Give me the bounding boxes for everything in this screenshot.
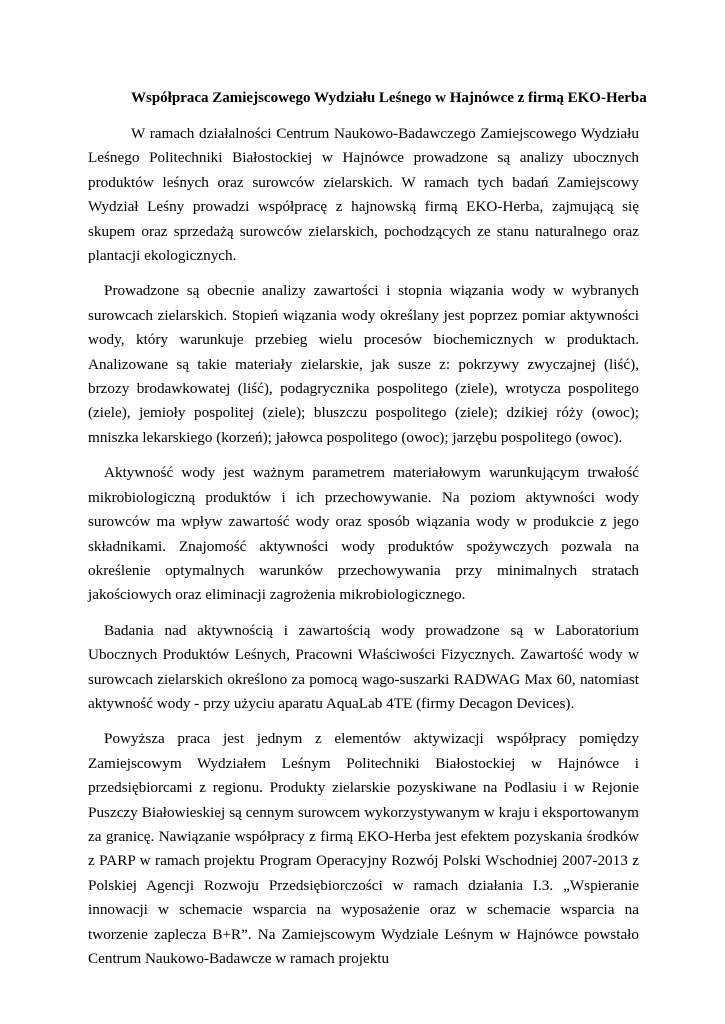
document-title: Współpraca Zamiejscowego Wydziału Leśnego w Hajnówce z firmą EKO-Herba [131,90,647,106]
paragraph-analyses: Prowadzone są obecnie analizy zawartości i stopnia wiązania wody w wybranych surowcach zielarskich. Stopień wiązania wody określany jest poprzez pomiar aktywności wody, który warunkuje przebieg wielu procesów biochemicznych w produktach. Analizowane są takie materiały zielarskie, jak susze z: pokrzywy zwyczajnej (liść), brzozy brodawkowatej (liść), podagrycznika pospolitego (ziele), wrotycza pospolitego (ziele), jemioły pospolitej (ziele); bluszczu pospolitego (ziele); dzikiej róży (owoc); mniszka lekarskiego (korzeń); jałowca pospolitego (owoc); jarzębu pospolitego (owoc). [88,282,639,446]
document-page [88,88,647,982]
paragraph-laboratory: Badania nad aktywnością i zawartością wody prowadzone są w Laboratorium Ubocznych Produktów Leśnych, Pracowni Właściwości Fizycznych. Zawartość wody w surowcach zielarskich określono za pomocą wago-suszarki RADWAG Max 60, natomiast aktywność wody - przy użyciu aparatu AquaLab 4TE (firmy Decagon Devices). [88,621,639,712]
paragraph-water-activity: Aktywność wody jest ważnym parametrem materiałowym warunkującym trwałość mikrobiologiczną produktów i ich przechowywanie. Na poziom aktywności wody surowców ma wpływ zawartość wody oraz sposób wiązania wody w produkcie z jego składnikami. Znajomość aktywności wody produktów spożywczych pozwala na określenie optymalnych warunków przechowywania przy minimalnych stratach jakościowych oraz eliminacji zagrożenia mikrobiologicznego. [88,464,639,604]
paragraph-intro: W ramach działalności Centrum Naukowo-Badawczego Zamiejscowego Wydziału Leśnego Politechniki Białostockiej w Hajnówce prowadzone są analizy ubocznych produktów leśnych oraz surowców zielarskich. W ramach tych badań Zamiejscowy Wydział Leśny prowadzi współpracę z hajnowską firmą EKO-Herba, zajmującą się skupem oraz sprzedażą surowców zielarskich, pochodzących ze stanu naturalnego oraz plantacji ekologicznych. [88,125,639,265]
paragraph-cooperation: Powyższa praca jest jednym z elementów aktywizacji współpracy pomiędzy Zamiejscowym Wydziałem Leśnym Politechniki Białostockiej w Hajnówce i przedsiębiorcami z regionu. Produkty zielarskie pozyskiwane na Podlasiu i w Rejonie Puszczy Białowieskiej są cennym surowcem wykorzystywanym w kraju i eksportowanym za granicę. Nawiązanie współpracy z firmą EKO-Herba jest efektem pozyskania środków z PARP w ramach projektu Program Operacyjny Rozwój Polski Wschodniej 2007-2013 z Polskiej Agencji Rozwoju Przedsiębiorczości w ramach działania I.3. „Wspieranie innowacji w schemacie wsparcia na wyposażenie oraz w schemacie wsparcia na tworzenie zaplecza B+R”. Na Zamiejscowym Wydziale Leśnym w Hajnówce powstało Centrum Naukowo-Badawcze w ramach projektu [88,730,639,967]
